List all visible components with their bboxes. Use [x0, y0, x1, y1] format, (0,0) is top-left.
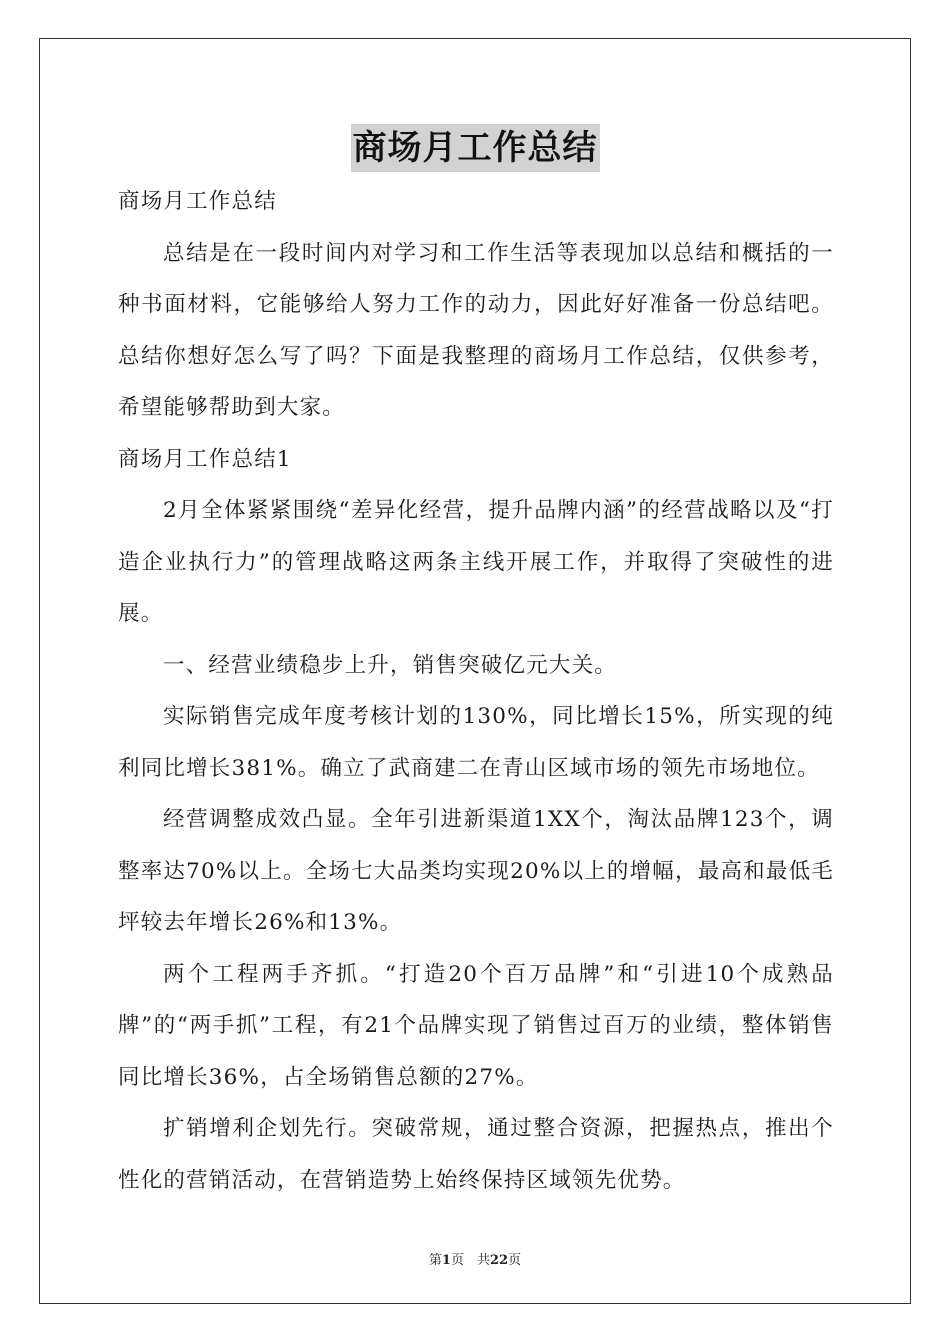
footer-page-prefix: 第: [428, 1253, 442, 1268]
section-heading: 商场月工作总结1: [118, 446, 292, 472]
paragraph-sales: 实际销售完成年度考核计划的130%，同比增长15%，所实现的纯利同比增长381%。确立了武商建二在青山区域市场的领先市场地位。: [118, 704, 834, 781]
paragraph-strategy: 2月全体紧紧围绕“差异化经营，提升品牌内涵”的经营战略以及“打造企业执行力”的管理战略这两条主线开展工作，并取得了突破性的进展。: [118, 498, 834, 626]
paragraph-adjustment: 经营调整成效凸显。全年引进新渠道1XX个，淘汰品牌123个，调整率达70%以上。全场七大品类均实现20%以上的增幅，最高和最低毛坪较去年增长26%和13%。: [118, 807, 834, 935]
footer-page-suffix: 页: [508, 1253, 522, 1268]
footer-page-mid: 页 共: [450, 1253, 490, 1268]
document-body: [118, 176, 834, 1206]
title-wrap: [0, 124, 950, 172]
document-title: 商场月工作总结: [351, 124, 600, 172]
document-subtitle: 商场月工作总结: [118, 189, 277, 214]
page-footer: [0, 1249, 950, 1268]
footer-page-current: 1: [441, 1253, 451, 1268]
paragraph-projects: 两个工程两手齐抓。“打造20个百万品牌”和“引进10个成熟品牌”的“两手抓”工程，有21个品牌实现了销售过百万的业绩，整体销售同比增长36%，占全场销售总额的27%。: [118, 961, 834, 1090]
intro-paragraph: 总结是在一段时间内对学习和工作生活等表现加以总结和概括的一种书面材料，它能够给人努力工作的动力，因此好好准备一份总结吧。总结你想好怎么写了吗？下面是我整理的商场月工作总结，仅供参考，希望能够帮助到大家。: [118, 240, 834, 420]
paragraph-marketing: 扩销增利企划先行。突破常规，通过整合资源，把握热点，推出个性化的营销活动，在营销造势上始终保持区域领先优势。: [118, 1116, 834, 1193]
footer-page-total: 22: [489, 1253, 509, 1268]
paragraph-heading-performance: 一、经营业绩稳步上升，销售突破亿元大关。: [163, 652, 618, 678]
